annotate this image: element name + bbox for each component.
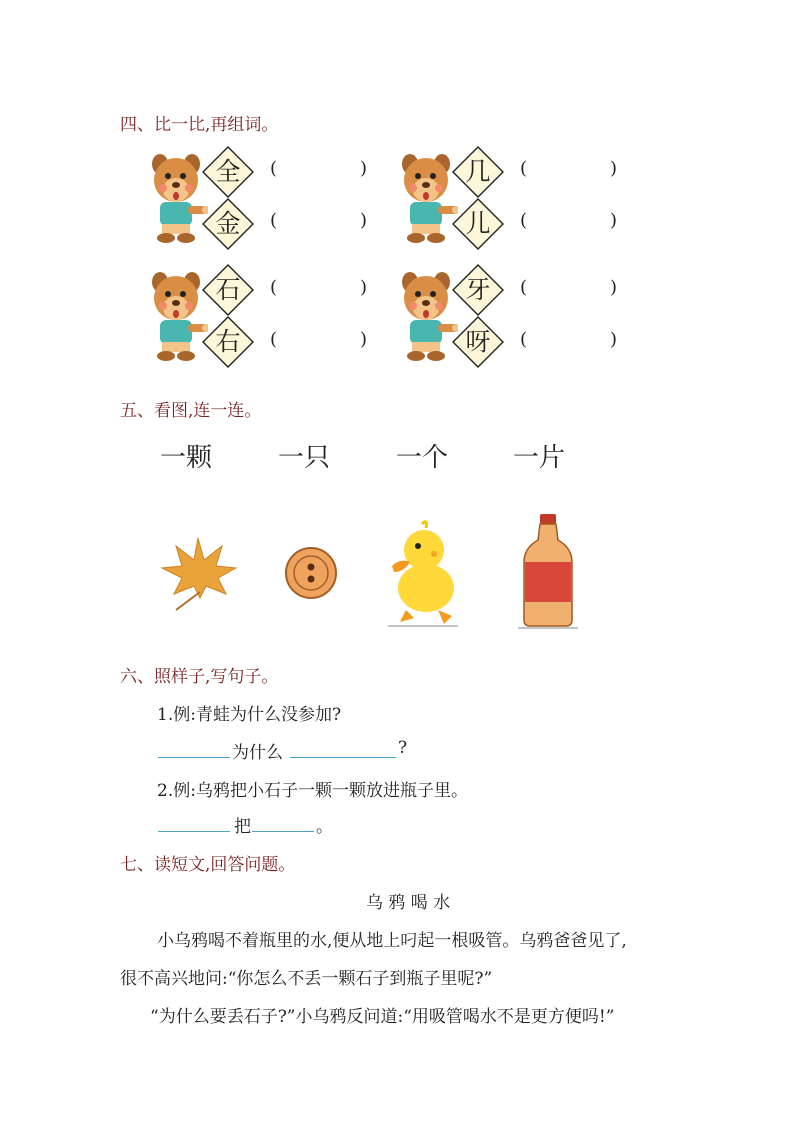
paren-open: ( [270,210,278,231]
duckling-icon [386,518,460,628]
paren-close: ) [610,277,618,298]
passage-line: 很不高兴地问:“你怎么不丢一颗石子到瓶子里呢?” [120,969,493,989]
paren-open: ( [520,158,528,179]
measure-word: 一个 [396,443,449,473]
bottle-icon [518,512,578,630]
measure-word: 一片 [513,443,566,473]
dog-mascot-icon [398,268,458,364]
paren-close: ) [610,210,618,231]
passage-title: 乌 鸦 喝 水 [366,893,451,913]
compare-char: 金 [215,209,241,238]
section-6-heading: 六、照样子,写句子。 [120,667,279,687]
compare-char: 呀 [465,327,491,356]
blank-line[interactable] [290,756,396,758]
compare-char: 石 [215,275,241,304]
char-diamond [452,146,504,198]
compare-char: 儿 [465,209,491,238]
maple-leaf-icon [156,532,240,612]
sentence-2-end: 。 [316,817,333,837]
char-diamond [202,316,254,368]
compare-char: 全 [215,157,241,186]
char-diamond [202,146,254,198]
char-diamond [452,316,504,368]
example-sentence-2: 2.例:乌鸦把小石子一颗一颗放进瓶子里。 [157,781,468,801]
dog-mascot-icon [148,150,208,246]
char-diamond [452,198,504,250]
paren-open: ( [520,329,528,350]
sentence-1-mid: 为什么 [232,743,283,763]
compare-char: 牙 [465,275,491,304]
passage-line: 小乌鸦喝不着瓶里的水,便从地上叼起一根吸管。乌鸦爸爸见了, [157,931,627,951]
dog-mascot-icon [398,150,458,246]
sentence-2-mid: 把 [234,817,251,837]
paren-open: ( [520,210,528,231]
char-diamond [202,264,254,316]
blank-line[interactable] [252,830,314,832]
paren-close: ) [360,158,368,179]
char-diamond [452,264,504,316]
paren-open: ( [270,277,278,298]
paren-close: ) [360,277,368,298]
paren-open: ( [270,158,278,179]
button-icon [284,546,338,600]
blank-line[interactable] [158,756,230,758]
compare-char: 几 [465,157,491,186]
paren-open: ( [520,277,528,298]
paren-close: ) [610,329,618,350]
compare-char: 右 [215,327,241,356]
passage-line: “为什么要丢石子?”小乌鸦反问道:“用吸管喝水不是更方便吗!” [150,1007,615,1027]
section-4-heading: 四、比一比,再组词。 [120,115,279,135]
section-5-heading: 五、看图,连一连。 [120,401,262,421]
paren-close: ) [360,210,368,231]
paren-open: ( [270,329,278,350]
sentence-1-end: ? [398,738,408,758]
blank-line[interactable] [158,830,230,832]
measure-word: 一颗 [160,443,213,473]
measure-word: 一只 [278,443,331,473]
char-diamond [202,198,254,250]
example-sentence-1: 1.例:青蛙为什么没参加? [157,705,342,725]
dog-mascot-icon [148,268,208,364]
section-7-heading: 七、读短文,回答问题。 [120,855,296,875]
paren-close: ) [610,158,618,179]
paren-close: ) [360,329,368,350]
